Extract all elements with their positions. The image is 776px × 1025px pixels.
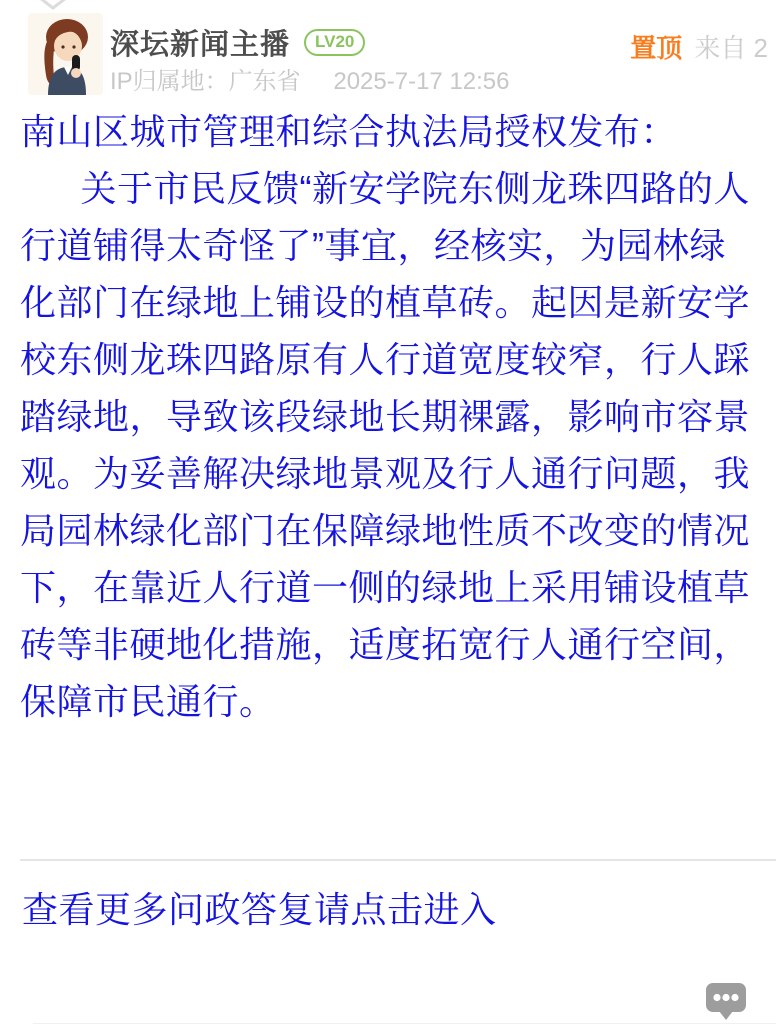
authorization-line: 南山区城市管理和综合执法局授权发布： [20, 111, 678, 152]
avatar[interactable] [28, 13, 103, 95]
ip-location: IP归属地：广东省 [110, 68, 301, 95]
comment-bubble-icon[interactable] [706, 983, 746, 1020]
username[interactable]: 深坛新闻主播 [110, 29, 291, 61]
post-content [20, 103, 756, 730]
name-row [110, 22, 365, 63]
pinned-badge: 置顶 [630, 33, 683, 63]
divider [20, 859, 776, 861]
post-meta [110, 61, 510, 96]
chevron-down-icon[interactable] [38, 0, 68, 9]
level-badge: LV20 [304, 29, 365, 56]
timestamp: 2025-7-17 12:56 [333, 68, 510, 95]
header-right [630, 28, 768, 65]
more-replies-link[interactable]: 查看更多问政答复请点击进入 [22, 889, 497, 930]
post-paragraph: 关于市民反馈“新安学院东侧龙珠四路的人行道铺得太奇怪了”事宜，经核实，为园林绿化部门在绿地上铺设的植草砖。起因是新安学校东侧龙珠四路原有人行道宽度较窄，行人踩踏绿地，导致该段绿地长期裸露，影响市容景观。为妥善解决绿地景观及行人通行问题，我局园林绿化部门在保障绿地性质不改变的情况下，在靠近人行道一侧的绿地上采用铺设植草砖等非硬地化措施，适度拓宽行人通行空间，保障市民通行。 [20, 168, 751, 722]
from-source-label: 来自 2 [694, 33, 768, 63]
